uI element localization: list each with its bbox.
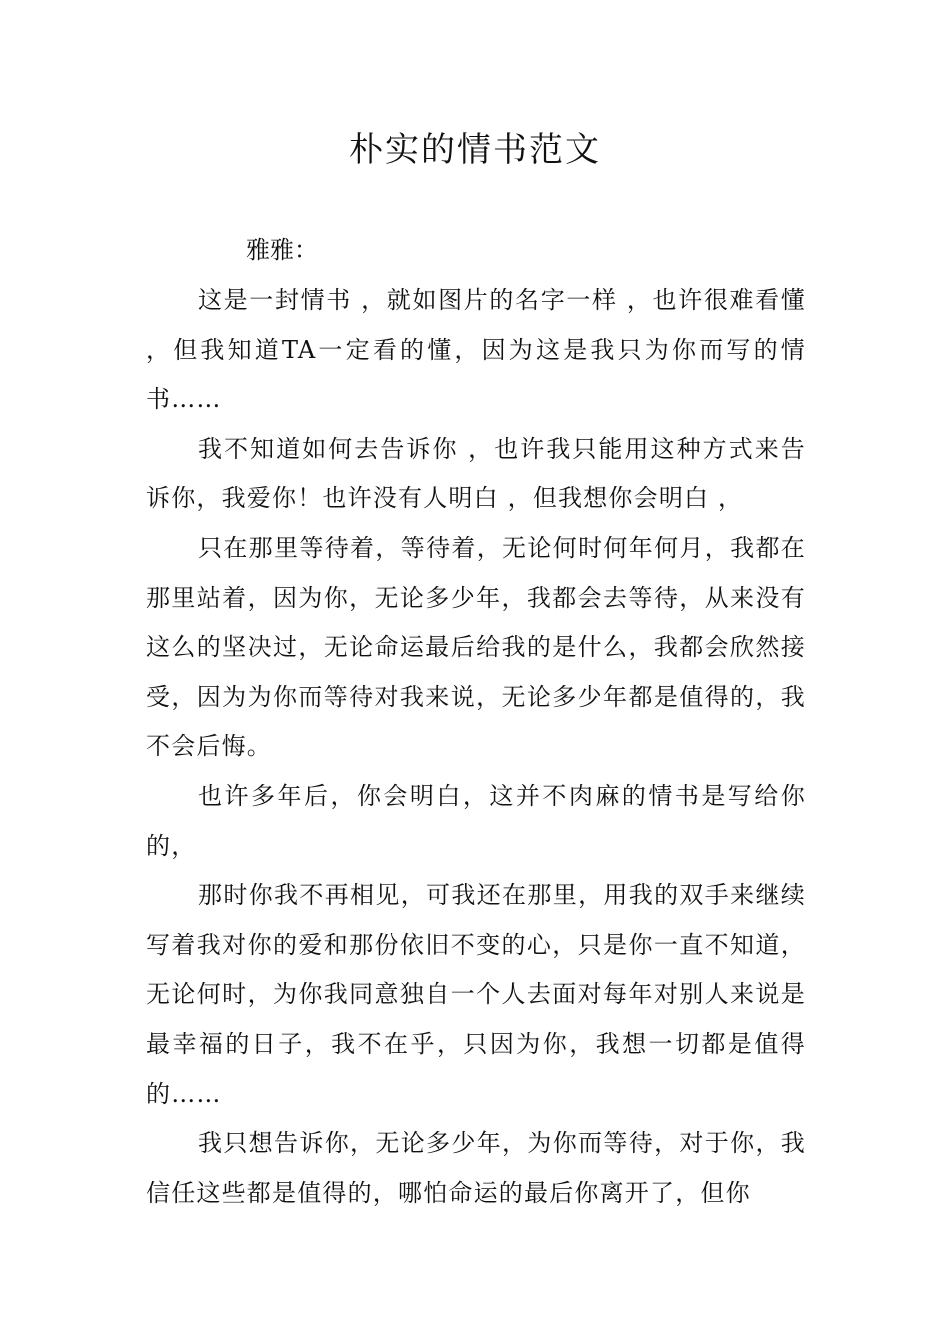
letter-body	[146, 276, 806, 1218]
paragraph-6: 我只想告诉你，无论多少年，为你而等待，对于你，我信任这些都是值得的，哪怕命运的最后你离开了，但你	[146, 1129, 806, 1207]
paragraph-4: 也许多年后，你会明白，这并不肉麻的情书是写给你的，	[146, 781, 806, 860]
salutation: 雅雅：	[246, 236, 318, 264]
paragraph-3: 只在那里等待着，等待着，无论何时何年何月，我都在那里站着，因为你，无论多少年，我都会去等待，从来没有这么的坚决过，无论命运最后给我的是什么，我都会欣然接受，因为为你而等待对我来说，无论多少年都是值得的，我不会后悔。	[146, 533, 806, 761]
page-title: 朴实的情书范文	[349, 130, 601, 170]
paragraph-2: 我不知道如何去告诉你 ，也许我只能用这种方式来告诉你，我爱你！也许没有人明白 ，但我想你会明白 ，	[146, 434, 806, 513]
paragraph-5: 那时你我不再相见，可我还在那里，用我的双手来继续写着我对你的爱和那份依旧不变的心，只是你一直不知道，无论何时，为你我同意独自一个人去面对每年对别人来说是最幸福的日子，我不在乎，只因为你，我想一切都是值得的……	[146, 881, 806, 1108]
paragraph-1: 这是一封情书 ，就如图片的名字一样 ，也许很难看懂 ，但我知道TA一定看的懂，因为这是我只为你而写的情书……	[146, 286, 806, 414]
